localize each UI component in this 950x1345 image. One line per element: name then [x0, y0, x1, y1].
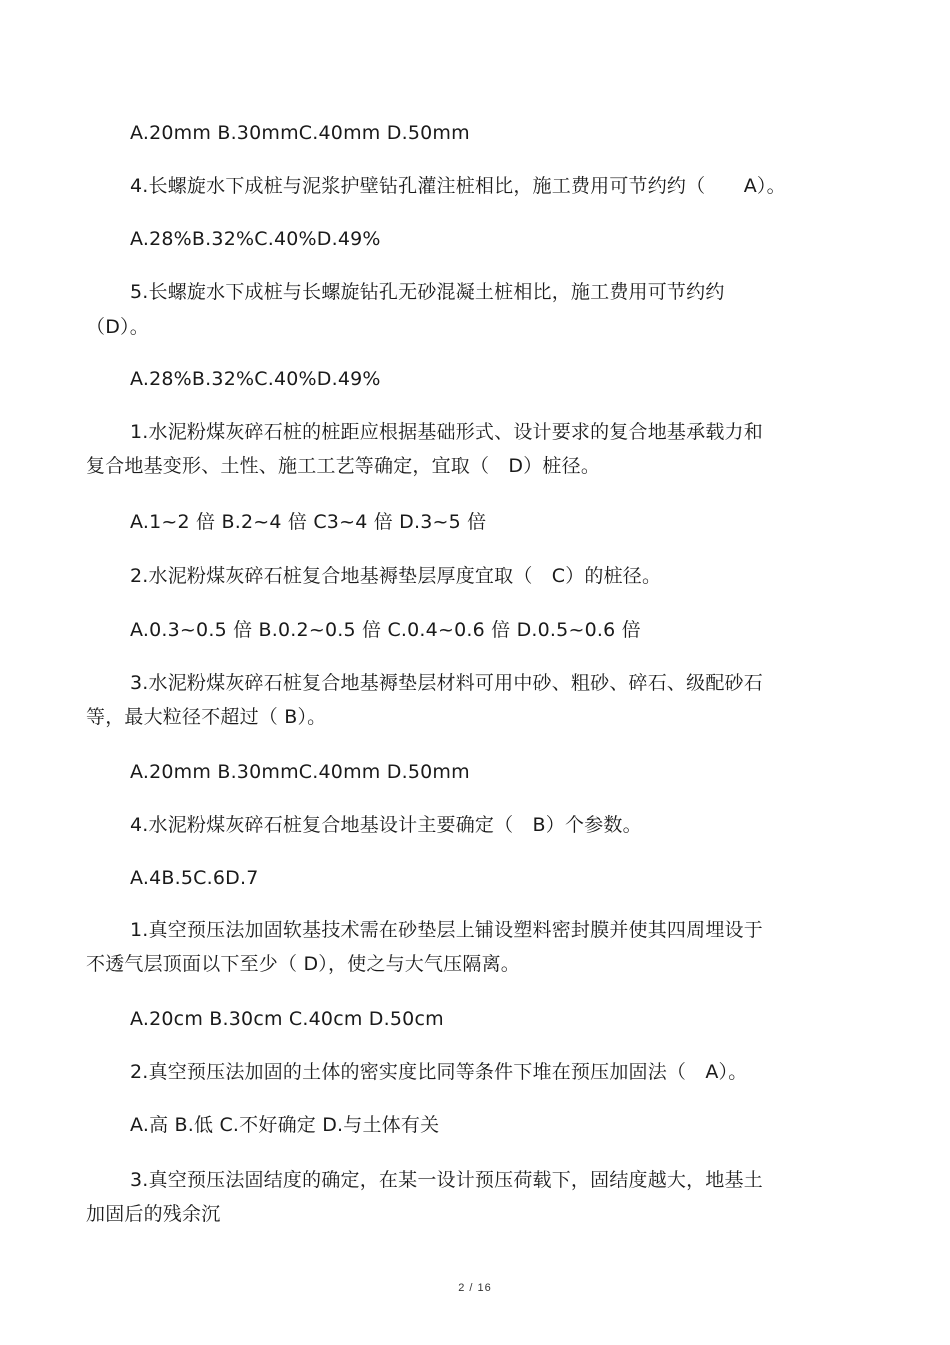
- text-line: 3.真空预压法固结度的确定，在某一设计预压荷载下，固结度越大，地基土: [130, 1169, 763, 1191]
- text-line: A.4B.5C.6D.7: [130, 867, 259, 889]
- text-line: 4.长螺旋水下成桩与泥浆护壁钻孔灌注桩相比，施工费用可节约约（ A）。: [130, 175, 786, 197]
- page-indicator: 2 / 16: [458, 1282, 492, 1294]
- text-line: 5.长螺旋水下成桩与长螺旋钻孔无砂混凝土桩相比，施工费用可节约约: [130, 281, 725, 303]
- text-line: A.20mm B.30mmC.40mm D.50mm: [130, 122, 470, 144]
- text-line: A.28%B.32%C.40%D.49%: [130, 228, 381, 250]
- text-line: A.20cm B.30cm C.40cm D.50cm: [130, 1008, 444, 1030]
- text-line: 1.水泥粉煤灰碎石桩的桩距应根据基础形式、设计要求的复合地基承载力和: [130, 421, 763, 443]
- text-line: A.28%B.32%C.40%D.49%: [130, 368, 381, 390]
- text-line: 4.水泥粉煤灰碎石桩复合地基设计主要确定（ B）个参数。: [130, 814, 642, 836]
- text-line: 2.真空预压法加固的土体的密实度比同等条件下堆在预压加固法（ A）。: [130, 1061, 748, 1083]
- text-line: 1.真空预压法加固软基技术需在砂垫层上铺设塑料密封膜并使其四周埋设于: [130, 919, 763, 941]
- text-line: 2.水泥粉煤灰碎石桩复合地基褥垫层厚度宜取（ C）的桩径。: [130, 565, 662, 587]
- text-line: （D）。: [86, 316, 149, 338]
- text-line: 等，最大粒径不超过（ B）。: [86, 706, 327, 728]
- text-line: A.0.3~0.5 倍 B.0.2~0.5 倍 C.0.4~0.6 倍 D.0.5~0.6 倍: [130, 619, 641, 641]
- text-line: A.1~2 倍 B.2~4 倍 C3~4 倍 D.3~5 倍: [130, 511, 487, 533]
- text-line: 不透气层顶面以下至少（ D），使之与大气压隔离。: [86, 953, 520, 975]
- text-line: 复合地基变形、土性、施工工艺等确定，宜取（ D）桩径。: [86, 455, 601, 477]
- text-line: A.高 B.低 C.不好确定 D.与土体有关: [130, 1114, 440, 1136]
- text-line: 3.水泥粉煤灰碎石桩复合地基褥垫层材料可用中砂、粗砂、碎石、级配砂石: [130, 672, 763, 694]
- text-line: 加固后的残余沉: [86, 1203, 221, 1225]
- text-line: A.20mm B.30mmC.40mm D.50mm: [130, 761, 470, 783]
